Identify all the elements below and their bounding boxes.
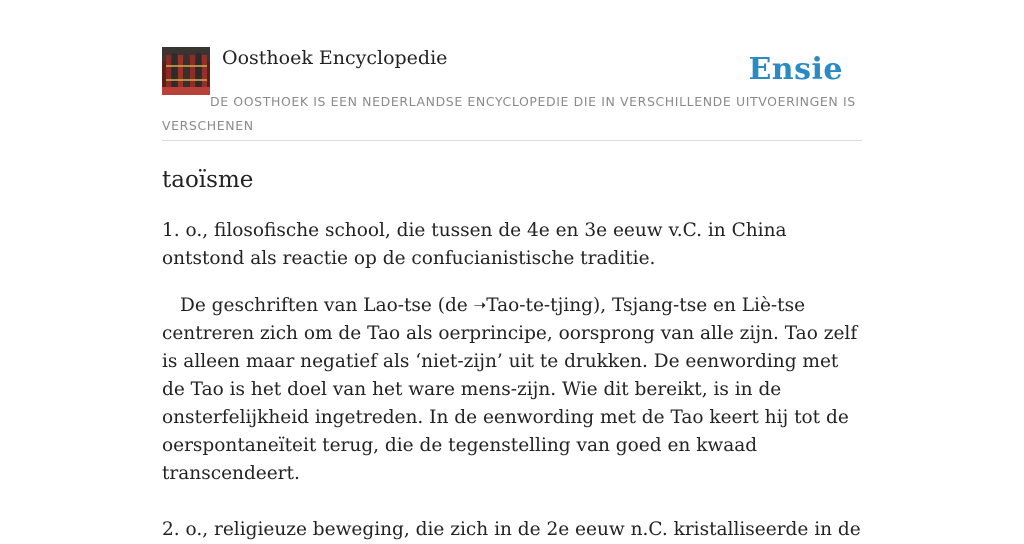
site-header	[162, 46, 862, 141]
brand-logo[interactable]: Ensie	[748, 52, 843, 87]
site-tagline: DE OOSTHOEK IS EEN NEDERLANDSE ENCYCLOPEDIE DIE IN VERSCHILLENDE UITVOERINGEN IS VERSCHENEN	[162, 94, 856, 133]
entry-body	[162, 217, 862, 544]
book-spines-icon	[162, 47, 210, 95]
page	[162, 0, 862, 544]
cross-reference-arrow-icon: ➝	[473, 296, 487, 314]
entry-paragraph-2	[162, 292, 862, 488]
paragraph-2-text-end: ), Tsjang-tse en Liè-tse centreren zich om de Tao als oerprincipe, oorsprong van alle zijn. Tao zelf is alleen maar negatief als ‘niet-zijn’ uit te drukken. De eenwording met de Tao is het doel van het ware mens-zijn. Wie dit bereikt, is in de onsterfelijkheid ingetreden. In de eenwording met de Tao keert hij tot de oerspontaneïteit terug, die de tegenstelling van goed en kwaad transcendeert.	[162, 295, 858, 484]
site-title[interactable]: Oosthoek Encyclopedie	[222, 47, 448, 69]
entry-paragraph-1: 1. o., filosofische school, die tussen de 4e en 3e eeuw v.C. in China ontstond als reactie op de confucianistische traditie.	[162, 220, 787, 269]
entry-title: taoïsme	[162, 167, 254, 193]
paragraph-2-text-start: De geschriften van Lao-tse (de	[180, 295, 474, 316]
entry-paragraph-3: 2. o., religieuze beweging, die zich in de 2e eeuw n.C. kristalliseerde in de	[162, 519, 861, 540]
cross-reference-link[interactable]: Tao-te-tjing	[486, 295, 594, 316]
avatar[interactable]	[162, 47, 210, 95]
